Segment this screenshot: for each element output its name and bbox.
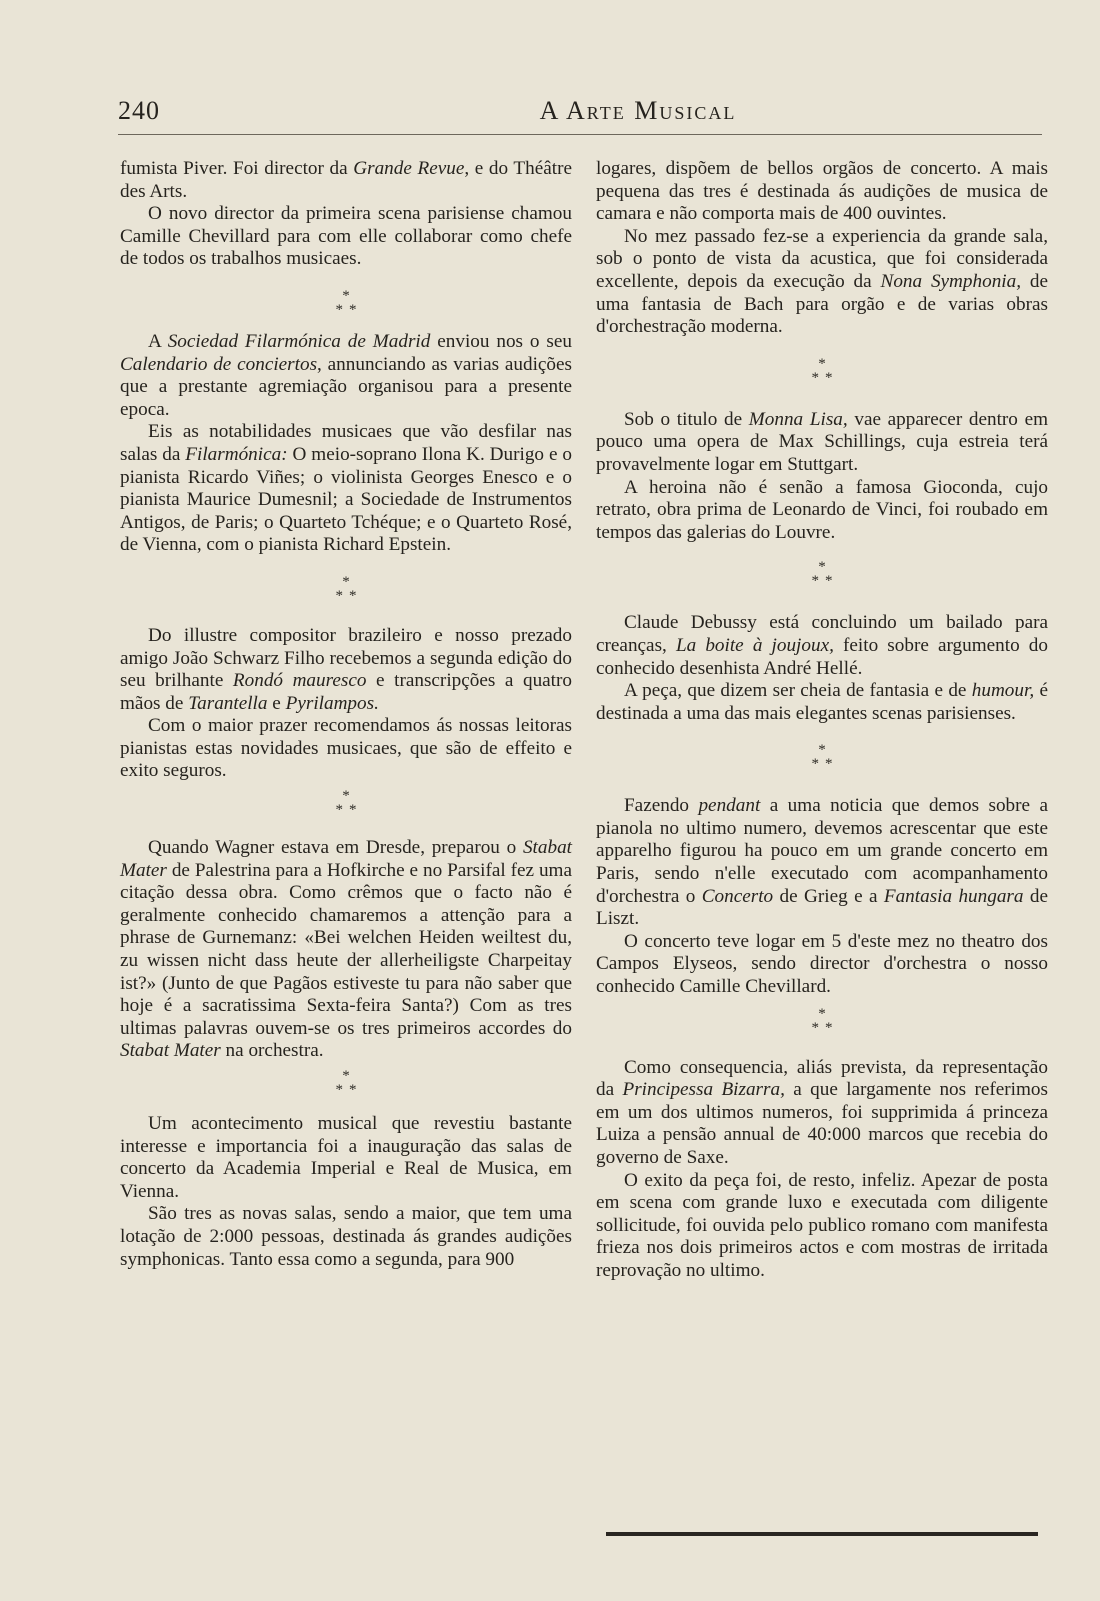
- section-separator-asterism: * **: [811, 355, 839, 386]
- paragraph: O exito da peça foi, de resto, infeliz. Apezar de posta em scena com grande luxo e executada com diligente sollicitude, foi ouvida pelo publico romano com manifesta frieza nos dois primeiros actos e com mostras de irritada reprovação no ultimo.: [596, 1169, 1048, 1281]
- paragraph: fumista Piver. Foi director da Grande Revue, e do Théâtre des Arts.: [120, 158, 572, 202]
- paragraph: Fazendo pendant a uma noticia que demos sobre a pianola no ultimo numero, devemos acrescentar que este apparelho figurou ha pouco em um grande concerto em Paris, sendo n'elle executado com acompanhamento d'orchestra o Concerto de Grieg e a Fantasia hungara de Liszt.: [596, 795, 1048, 930]
- paragraph: O concerto teve logar em 5 d'este mez no theatro dos Campos Elyseos, sendo director d'orchestra o nosso conhecido Camille Chevillard.: [596, 930, 1048, 998]
- header-rule: [118, 134, 1042, 135]
- section-separator-asterism: * **: [811, 742, 839, 773]
- paragraph: Eis as notabilidades musicaes que vão desfilar nas salas da Filarmónica: O meio-soprano Ilona K. Durigo e o pianista Ricardo Viñes; o violinista Georges Enesco e o pianista Maurice Dumesnil; a Sociedade de Instrumentos Antigos, de Paris; o Quarteto Tchéque; e o Quarteto Rosé, de Vienna, com o pianista Richard Epstein.: [120, 421, 572, 556]
- left-column: [120, 158, 572, 1271]
- section-separator-asterism: * **: [335, 788, 363, 819]
- section-separator-asterism: * **: [811, 1005, 839, 1036]
- paragraph: logares, dispõem de bellos orgãos de concerto. A mais pequena das tres é destinada ás audições de musica de camara e não comporta mais de 400 ouvintes.: [596, 158, 1048, 225]
- right-column: [596, 158, 1048, 1283]
- paragraph: A peça, que dizem ser cheia de fantasia e de humour, é destinada a uma das mais elegantes scenas parisienses.: [596, 680, 1048, 724]
- paragraph: No mez passado fez-se a experiencia da grande sala, sob o ponto de vista da acustica, que foi considerada excellente, depois da execução da Nona Symphonia, de uma fantasia de Bach para orgão e de varias obras d'orchestração moderna.: [596, 225, 1048, 338]
- page-header: [118, 96, 1040, 132]
- paragraph: Um acontecimento musical que revestiu bastante interesse e importancia foi a inauguração das salas de concerto da Academia Imperial e Real de Musica, em Vienna.: [120, 1113, 572, 1202]
- page-number: 240: [118, 96, 160, 125]
- paragraph: A Sociedad Filarmónica de Madrid enviou nos o seu Calendario de conciertos, annunciando as varias audições que a prestante agremiação organisou para a presente epoca.: [120, 330, 572, 420]
- section-separator-asterism: * **: [335, 573, 363, 604]
- paragraph: Quando Wagner estava em Dresde, preparou o Stabat Mater de Palestrina para a Hofkirche e no Parsifal fez uma citação dessa obra. Como crêmos que o facto não é geralmente conhecido chamaremos a attenção para a phrase de Gurnemanz: «Bei welchen Heiden weiltest du, zu wissen nicht dass heute der allerheiligste Charpeitay ist?» (Junto de que Pagãos estiveste tu para não saber que hoje é a sacratissima Sexta-feira Santa?) Com as tres ultimas palavras ouvem-se os tres primeiros accordes do Stabat Mater na orchestra.: [120, 837, 572, 1062]
- running-title: A Arte Musical: [539, 96, 737, 125]
- section-separator-asterism: * **: [335, 1068, 363, 1098]
- section-separator-asterism: * **: [811, 559, 839, 590]
- paragraph: Do illustre compositor brazileiro e nosso prezado amigo João Schwarz Filho recebemos a segunda edição do seu brilhante Rondó mauresco e transcripções a quatro mãos de Tarantella e Pyrilampos.: [120, 624, 572, 714]
- paragraph: São tres as novas salas, sendo a maior, que tem uma lotação de 2:000 pessoas, destinada ás grandes audições symphonicas. Tanto essa como a segunda, para 900: [120, 1203, 572, 1270]
- paragraph: Como consequencia, aliás prevista, da representação da Principessa Bizarra, a que largamente nos referimos em um dos ultimos numeros, foi supprimida á princeza Luiza a pensão annual de 40:000 marcos que recebia do governo de Saxe.: [596, 1056, 1048, 1168]
- paragraph: Sob o titulo de Monna Lisa, vae apparecer dentro em pouco uma opera de Max Schillings, cuja estreia terá provavelmente logar em Stuttgart.: [596, 408, 1049, 475]
- paragraph: Com o maior prazer recomendamos ás nossas leitoras pianistas estas novidades musicaes, que são de effeito e exito seguros.: [120, 715, 572, 782]
- paragraph: A heroina não é senão a famosa Gioconda, cujo retrato, obra prima de Leonardo de Vinci, foi roubado em tempos das galerias do Louvre.: [596, 476, 1048, 543]
- paragraph: Claude Debussy está concluindo um bailado para creanças, La boite à joujoux, feito sobre argumento do conhecido desenhista André Hellé.: [596, 612, 1048, 679]
- paragraph: O novo director da primeira scena parisiense chamou Camille Chevillard para com elle collaborar como chefe de todos os trabalhos musicaes.: [120, 203, 572, 270]
- end-rule: [606, 1532, 1038, 1536]
- section-separator-asterism: * **: [335, 287, 363, 318]
